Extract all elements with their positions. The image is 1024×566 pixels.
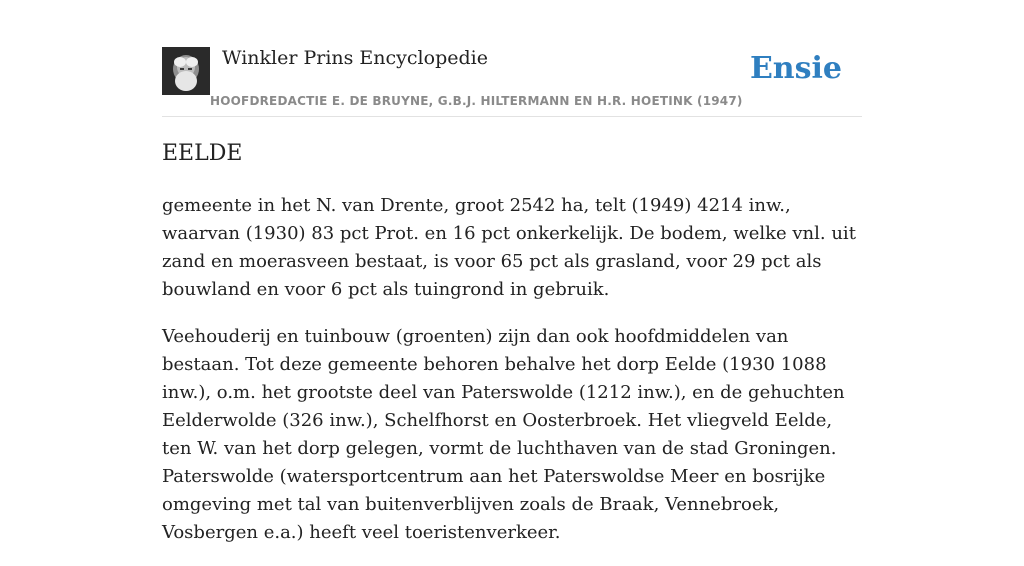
author-portrait-icon [162,47,210,95]
article-paragraph: Veehouderij en tuinbouw (groenten) zijn dan ook hoofdmiddelen van bestaan. Tot deze gemeente behoren behalve het dorp Eelde (1930 1088 inw.), o.m. het grootste deel van Paterswolde (1212 inw.), en de gehuchten Eelderwolde (326 inw.), Schelfhorst en Oosterbroek. Het vliegveld Eelde, ten W. van het dorp gelegen, vormt de luchthaven van de stad Groningen. Paterswolde (watersportcentrum aan het Paterswoldse Meer en bosrijke omgeving met tal van buitenverblijven zoals de Braak, Vennebroek, Vosbergen e.a.) heeft veel toeristenverkeer. [162,326,845,543]
article-title: EELDE [162,141,243,166]
source-header [162,46,862,117]
article-paragraph: gemeente in het N. van Drente, groot 2542 ha, telt (1949) 4214 inw., waarvan (1930) 83 pct Prot. en 16 pct onkerkelijk. De bodem, welke vnl. uit zand en moerasveen bestaat, is voor 65 pct als grasland, voor 29 pct als bouwland en voor 6 pct als tuingrond in gebruik. [162,195,856,300]
source-title[interactable]: Winkler Prins Encyclopedie [222,47,488,69]
editors-credit: HOOFDREDACTIE E. DE BRUYNE, G.B.J. HILTERMANN EN H.R. HOETINK (1947) [210,94,743,108]
article-body [162,192,866,566]
brand-logo[interactable]: Ensie [749,51,842,86]
